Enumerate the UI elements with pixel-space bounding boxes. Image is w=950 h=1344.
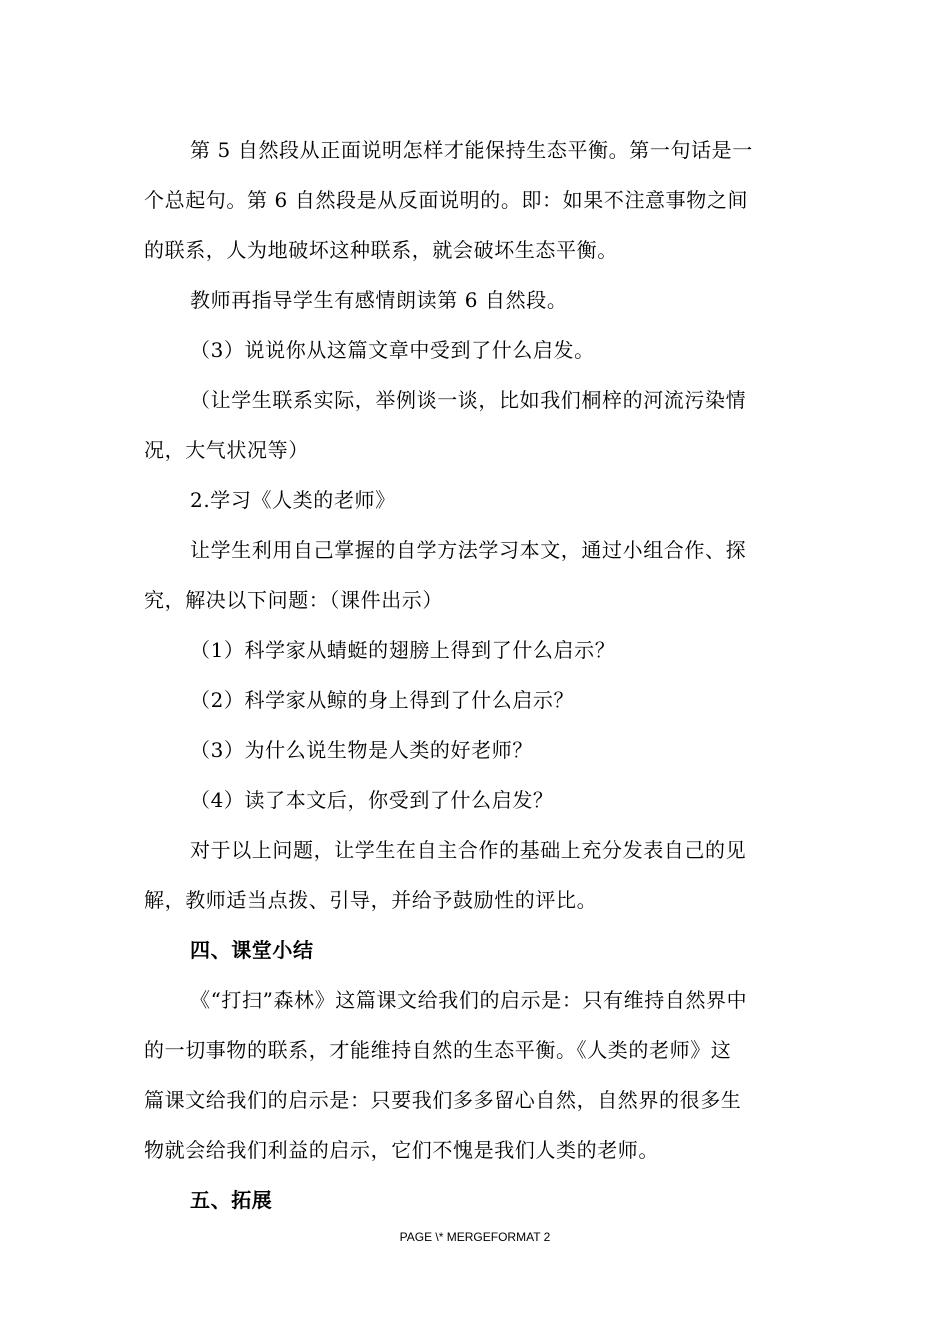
section-heading: 四、课堂小结 [190,938,314,962]
section-subheading: 2.学习《人类的老师》 [190,488,396,512]
section-heading: 五、拓展 [190,1188,273,1212]
paragraph-line: 况，大气状况等） [144,438,309,462]
paragraph-line: 物就会给我们利益的启示，它们不愧是我们人类的老师。 [144,1138,659,1162]
paragraph-line: （让学生联系实际，举例谈一谈，比如我们桐梓的河流污染情 [190,388,747,412]
paragraph-line: 的一切事物的联系，才能维持自然的生态平衡。《人类的老师》这 [144,1038,732,1062]
paragraph-line: 解，教师适当点拨、引导，并给予鼓励性的评比。 [144,888,598,912]
paragraph-line: 第 5 自然段从正面说明怎样才能保持生态平衡。第一句话是一 [190,138,753,162]
paragraph-line: 让学生利用自己掌握的自学方法学习本文，通过小组合作、探 [190,538,747,562]
paragraph-line: 篇课文给我们的启示是：只要我们多多留心自然，自然界的很多生 [144,1088,742,1112]
paragraph-line: 究，解决以下问题：（课件出示） [144,588,443,612]
paragraph-line: 对于以上问题，让学生在自主合作的基础上充分发表自己的见 [190,838,747,862]
question-item: （2）科学家从鲸的身上得到了什么启示？ [190,688,575,712]
paragraph-line: 教师再指导学生有感情朗读第 6 自然段。 [190,288,568,312]
paragraph-line: 的联系，人为地破坏这种联系，就会破坏生态平衡。 [144,238,618,262]
paragraph-line: 《“打扫”森林》这篇课文给我们的启示是：只有维持自然界中 [190,988,748,1012]
question-item: （4）读了本文后，你受到了什么启发？ [190,788,554,812]
question-item: （3）为什么说生物是人类的好老师？ [190,738,533,762]
paragraph-line: （3）说说你从这篇文章中受到了什么启发。 [190,338,595,362]
page-footer: PAGE \* MERGEFORMAT 2 [399,1230,551,1244]
paragraph-line: 个总起句。第 6 自然段是从反面说明的。即：如果不注意事物之间 [144,188,749,212]
question-item: （1）科学家从蜻蜓的翅膀上得到了什么启示？ [190,638,616,662]
